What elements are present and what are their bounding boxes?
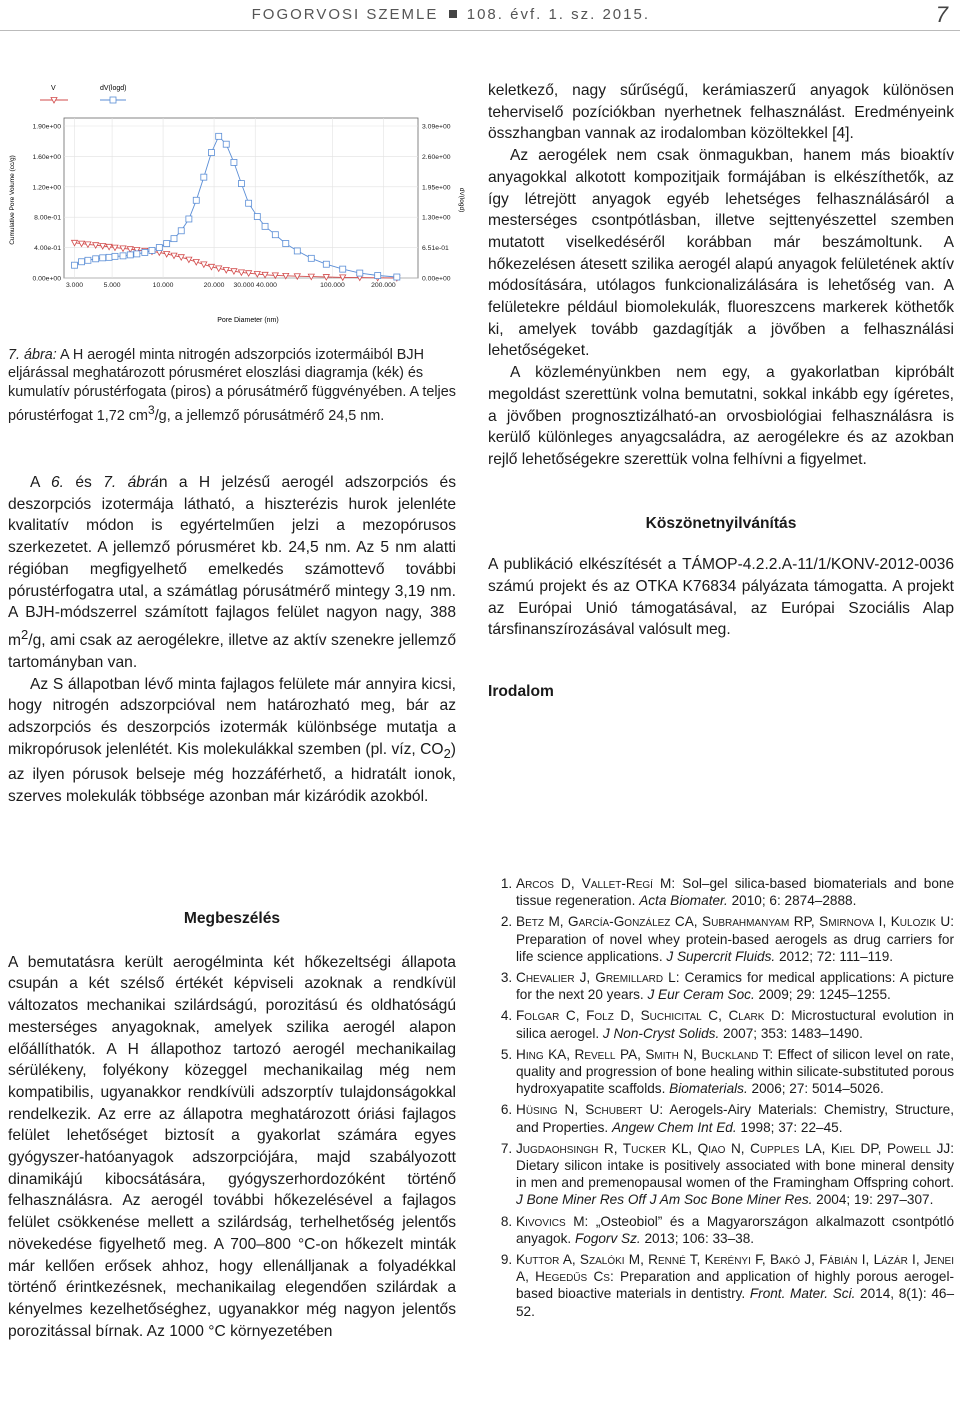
- x-tick-label: 200.000: [371, 282, 396, 289]
- text-run: A: [30, 474, 51, 491]
- reference-title: Preparation of novel whey protein-based aerogels as drug carriers for life science applications.: [516, 931, 954, 964]
- heading-acknowledgement: Köszönetnyilvánítás: [645, 514, 797, 532]
- y-left-tick-label: 1.20e+00: [32, 184, 61, 192]
- legend-marker-dv-logd: [110, 97, 116, 103]
- reference-authors: Kuttor A, Szalóki M, Renné T, Kerényi F, Bakó J, Fábián I, Lázár I, Jenei A, Hegedűs Cs:: [516, 1252, 954, 1285]
- data-point-dv-logd: [127, 252, 133, 258]
- reference-details: 2006; 27: 5014–5026.: [747, 1081, 884, 1097]
- reference-journal: J Non-Cryst Solids.: [602, 1025, 720, 1041]
- reference-list: [488, 875, 954, 1324]
- chart-ylabel-right: dV(logd): [458, 187, 465, 213]
- data-point-dv-logd: [164, 241, 170, 247]
- y-left-tick-label: 0.00e+00: [32, 275, 61, 283]
- reference-authors: Arcos D, Vallet-Regí M:: [516, 876, 676, 891]
- text-run: /g, ami csak az aerogélekre, illetve az aktív szenekre jellemző tartományban van.: [8, 632, 456, 671]
- caption-lead: 7. ábra:: [8, 347, 57, 363]
- data-point-dv-logd: [357, 270, 363, 276]
- reference-journal: Biomaterials.: [669, 1081, 748, 1097]
- x-tick-label: 3.000: [66, 282, 84, 289]
- reference-authors: Hing KA, Revell PA, Smith N, Buckland T:: [516, 1046, 774, 1062]
- text-run: Az S állapotban lévő minta fajlagos felülete már annyira kicsi, hogy nitrogén adszorpcióval nem határozható meg, bár az adszorpciós és deszorpciós izotermák különbsége mutatja a mikropórusok jelenlétét. Kis molekulákkal szemben (pl. víz, CO: [8, 675, 456, 758]
- caption-sup: 3: [148, 402, 155, 417]
- reference-details: 2012; 72: 111–119.: [775, 948, 894, 964]
- figure-7-chart: [8, 80, 468, 328]
- x-tick-label: 100.000: [320, 282, 345, 289]
- chart-xlabel: Pore Diameter (nm): [217, 317, 279, 324]
- y-left-tick-label: 1.60e+00: [32, 153, 61, 161]
- data-point-dv-logd: [156, 245, 162, 251]
- y-right-tick-label: 2.60e+00: [422, 153, 451, 161]
- reference-item: [516, 875, 954, 909]
- subscript: 2: [443, 745, 451, 761]
- reference-journal: Angew Chem Int Ed.: [611, 1119, 737, 1135]
- reference-journal: Acta Biomater.: [639, 893, 728, 909]
- data-point-dv-logd: [201, 174, 207, 180]
- data-point-dv-logd: [223, 141, 229, 147]
- chart-legend: [40, 85, 126, 103]
- y-right-tick-label: 1.30e+00: [422, 214, 451, 222]
- data-point-dv-logd: [106, 254, 112, 260]
- data-point-dv-logd: [216, 133, 222, 139]
- x-tick-label: 20.000: [203, 282, 225, 289]
- reference-details: 1998; 37: 22–45.: [736, 1119, 843, 1135]
- reference-title: Aerogels-Airy Materials: Chemistry, Structure, and Properties.: [516, 1102, 954, 1135]
- reference-item: [516, 1251, 954, 1320]
- data-point-dv-logd: [246, 200, 252, 206]
- reference-title: „Osteobiol” és a Magyarországon alkalmazott csontpótló anyagok.: [516, 1213, 955, 1246]
- data-point-dv-logd: [231, 159, 237, 165]
- chart-ticks: [32, 124, 450, 290]
- heading-megbeszeles: Megbeszélés: [183, 910, 281, 927]
- figure-ref: 7. ábrá: [103, 474, 159, 491]
- data-point-dv-logd: [394, 274, 400, 280]
- heading-references: Irodalom: [488, 683, 554, 701]
- y-right-tick-label: 3.09e+00: [422, 123, 451, 131]
- reference-item: [516, 1213, 954, 1247]
- data-point-dv-logd: [112, 253, 118, 259]
- superscript: 2: [21, 626, 29, 642]
- reference-authors: Folgar C, Folz D, Suchicital C, Clark D:: [516, 1008, 785, 1024]
- journal-issue: 108. évf. 1. sz. 2015.: [466, 6, 650, 23]
- figure-caption: [8, 346, 460, 425]
- data-point-dv-logd: [375, 273, 381, 279]
- data-point-dv-logd: [283, 241, 289, 247]
- data-point-dv-logd: [79, 259, 85, 265]
- reference-item: [516, 1101, 954, 1135]
- page-number: 7: [935, 2, 948, 27]
- data-point-dv-logd: [171, 236, 177, 242]
- reference-item: [516, 1140, 954, 1209]
- y-right-tick-label: 1.95e+00: [422, 184, 451, 192]
- reference-journal: J Supercrit Fluids.: [666, 948, 776, 964]
- data-point-dv-logd: [120, 253, 126, 259]
- data-point-dv-logd: [134, 251, 140, 257]
- reference-details: 2010; 6: 2874–2888.: [727, 893, 857, 909]
- data-point-dv-logd: [294, 248, 300, 254]
- data-point-dv-logd: [238, 181, 244, 187]
- y-left-tick-label: 8.00e-01: [34, 214, 61, 222]
- reference-title: Sol–gel silica-based biomaterials and bone tissue regeneration.: [516, 876, 955, 909]
- chart-series: [72, 133, 400, 281]
- left-column-discussion: [8, 908, 456, 1342]
- data-point-dv-logd: [85, 257, 91, 263]
- data-point-dv-logd: [142, 249, 148, 255]
- y-left-tick-label: 1.90e+00: [32, 123, 61, 131]
- reference-title: Microstuctural evolution in silica aerogel.: [516, 1008, 954, 1041]
- y-right-tick-label: 0.00e+00: [422, 275, 451, 283]
- data-point-dv-logd: [93, 256, 99, 262]
- data-point-dv-logd: [308, 255, 314, 261]
- reference-item: [516, 1046, 954, 1098]
- reference-details: 2004; 19: 297–307.: [812, 1192, 934, 1208]
- data-point-dv-logd: [340, 266, 346, 272]
- data-point-dv-logd: [254, 214, 260, 220]
- journal-info: [252, 6, 650, 23]
- page-header: [0, 0, 960, 40]
- journal-title: FOGORVOSI SZEMLE: [251, 6, 439, 23]
- pore-distribution-chart: [8, 80, 468, 328]
- figure-ref: 6.: [50, 474, 64, 491]
- reference-item: [516, 913, 954, 965]
- reference-authors: Kivovics M:: [516, 1213, 589, 1229]
- x-tick-label: 10.000: [152, 282, 174, 289]
- legend-label-dv-logd: dV(logd): [100, 85, 127, 92]
- right-column-body: [488, 80, 954, 703]
- reference-title: Ceramics for medical applications: A picture for the next 20 years.: [516, 970, 954, 1003]
- data-point-dv-logd: [178, 228, 184, 234]
- paragraph-composites: Az aerogélek nem csak önmagukban, hanem más bioaktív anyagokkal alkotott kompozitjaik formájában is elkészíthetők, az így létrejött anyagok egyéb lehetséges felhasználásáról a mesterséges csontpótlásban, illetve sejttenyészettel szemben mutatott viselkedéséről korábban már beszámoltunk. A hőkezelésen átesett szilika aerogél alapú anyagok felületének aktív módosítására, utólagos funkcionalizálására is lehetőség van. A felületekre például biomolekulák, fluoreszcens markerek köthetők ki, amelyek tovább gazdagítják a jövőben a felhasználási lehetőségeket.: [488, 147, 954, 360]
- reference-title: Dietary silicon intake is positively associated with bone mineral density in men and premenopausal women of the Framingham Offspring cohort.: [516, 1158, 954, 1191]
- reference-authors: Hüsing N, Schubert U:: [516, 1102, 664, 1118]
- reference-authors: Betz M, García-González CA, Subrahmanyam RP, Smirnova I, Kulozik U:: [516, 914, 954, 930]
- reference-ordered-list: [488, 875, 954, 1320]
- y-left-tick-label: 4.00e-01: [34, 245, 61, 253]
- reference-details: 2013; 106: 33–38.: [640, 1230, 755, 1246]
- caption-tail: /g, a jellemző pórusátmérő 24,5 nm.: [154, 407, 385, 424]
- reference-journal: J Bone Miner Res Off J Am Soc Bone Miner Res.: [516, 1192, 813, 1208]
- paragraph-conclusion: A közleményünkben nem egy, a gyakorlatban kipróbált megoldást szerettünk volna bemutatni, sokkal inkább egy ígéretes, a jövőben prognosztizálható-an orvosbiológiai felhasználásra is kerülő különleges anyagcsaládra, az aerogélekre és az azokban rejlő lehetőségekre szerettük volna felhívni a figyelmet.: [488, 364, 954, 468]
- paragraph-acknowledgement: A publikáció elkészítését a TÁMOP-4.2.2.A-11/1/KONV-2012-0036 számú projekt és az OTKA K76834 pályázata támogatta. A projekt az Európai Unió támogatásával, az Európai Szociális Alap társfinanszírozásával valósult meg.: [488, 556, 954, 639]
- reference-item: [516, 969, 954, 1003]
- reference-details: 2007; 353: 1483–1490.: [719, 1025, 863, 1041]
- data-point-dv-logd: [208, 150, 214, 156]
- x-tick-label: 30.000 40.000: [233, 282, 277, 289]
- reference-details: 2009; 29: 1245–1255.: [754, 987, 891, 1003]
- data-point-dv-logd: [323, 261, 329, 267]
- data-point-dv-logd: [193, 197, 199, 203]
- reference-authors: Chevalier J, Gremillard L:: [516, 970, 680, 986]
- reference-authors: Jugdaohsingh R, Tucker KL, Qiao N, Cupples LA, Kiel DP, Powell JJ:: [516, 1140, 954, 1156]
- paragraph-s-state: [8, 674, 456, 808]
- square-bullet-icon: [449, 10, 457, 18]
- paragraph-results: [8, 472, 456, 674]
- y-right-tick-label: 6.51e-01: [422, 245, 449, 253]
- data-point-dv-logd: [262, 223, 268, 229]
- data-point-dv-logd: [72, 262, 78, 268]
- reference-title: Preparation and application of highly porous aerogel-based bioactive materials in dentistry.: [516, 1269, 954, 1302]
- caption-text: A H aerogél minta nitrogén adszorpciós izotermáiból BJH eljárással meghatározott pórusméret eloszlási diagramja (kék) és kumulatív pórustérfogata (piros) a pórusátmérő függvényében. A teljes pórustérfogat 1,72 cm: [8, 347, 456, 424]
- paragraph-discussion: A bemutatásra került aerogélminta két hőkezeltségi állapota csupán a két szélső értékét képviseli azoknak a rendkívül változatos mechanikai szilárdságú, porozitású és oldhatóságú mesterséges anyagoknak, amelyek szilika aerogél alapon előállíthatók. A H állapothoz tartozó aerogél mechanikailag sérülékeny, folyékony közeggel mechanikailag még nem kompatibilis, ugyanakkor rendkívüli adszorptív tulajdonságokkal rendelkezik. Az erre az állapotra meghatározott óriási fajlagos felület lehetőséget biztosít a gyakorlat számára egyes gyógyszer-hatóanyagok adszorpciójára, majd szabályozott dinamikájú kibocsátására, gyógyszerhordozóként történő felhasználásra. Az aerogél további hőkezelésével a fajlagos felület csökkenése mellett a szilárdság, terhelhetőség jelentős növekedése figyelhető meg. A 700–800 °C-on hőkezelt minták már kellően erősek ahhoz, hogy ellenálljanak a folyadékkal történő érintkezésnek, mechanikailag elegendően szilárdak a kényelmes kezelhetőséghez, ugyanakkor még nagyon jelentős porozitással bírnak. Az 1000 °C környezetében: [8, 953, 456, 1340]
- text-run: n a H jelzésű aerogél adszorpciós és deszorpciós izotermája látható, a hiszterézis hurok jelenléte kvalitatív módon is egyértelműen jelzi a mezopórusos szerkezetet. A jellemző pórusméret kb. 24,5 nm. Az 5 nm alatti régióban megfigyelhető emelkedés számottevő további pórustérfogatra utal, a számátlag pórusátmérő mintegy 3,19 nm. A BJH-módszerrel számított fajlagos felület nagyon nagy, 388 m: [8, 474, 456, 650]
- reference-journal: Fogorv Sz.: [574, 1230, 641, 1246]
- text-run: ) az ilyen pórusok belseje még hozzáférhető, a hidratált ionok, szerves molekulák többsége azonban már kizáródik azokból.: [8, 740, 456, 806]
- left-column-body: [8, 472, 456, 808]
- reference-title: Effect of silicon level on rate, quality and progression of bone healing within silicate-substituted porous hydroxyapatite scaffolds.: [516, 1046, 955, 1097]
- legend-label-v: V: [51, 85, 56, 92]
- data-point-dv-logd: [186, 216, 192, 222]
- reference-journal: Front. Mater. Sci.: [749, 1286, 856, 1302]
- chart-ylabel-left: Cumulative Pore Volume (cc/g): [9, 155, 16, 245]
- text-run: és: [63, 474, 104, 491]
- header-rule: [0, 30, 960, 31]
- reference-journal: J Eur Ceram Soc.: [647, 987, 755, 1003]
- reference-item: [516, 1007, 954, 1041]
- reference-details: 2014, 8(1): 46–52.: [516, 1286, 954, 1319]
- data-point-dv-logd: [272, 232, 278, 238]
- x-tick-label: 5.000: [103, 282, 121, 289]
- data-point-dv-logd: [149, 247, 155, 253]
- data-point-dv-logd: [100, 255, 106, 261]
- paragraph-continuation: keletkező, nagy sűrűségű, kerámiaszerű anyagok különösen teherviselő pozíciókban nyerhetnek felhasználást. Eredményeink összhangban vannak az irodalomban közöltekkel [4].: [488, 82, 954, 143]
